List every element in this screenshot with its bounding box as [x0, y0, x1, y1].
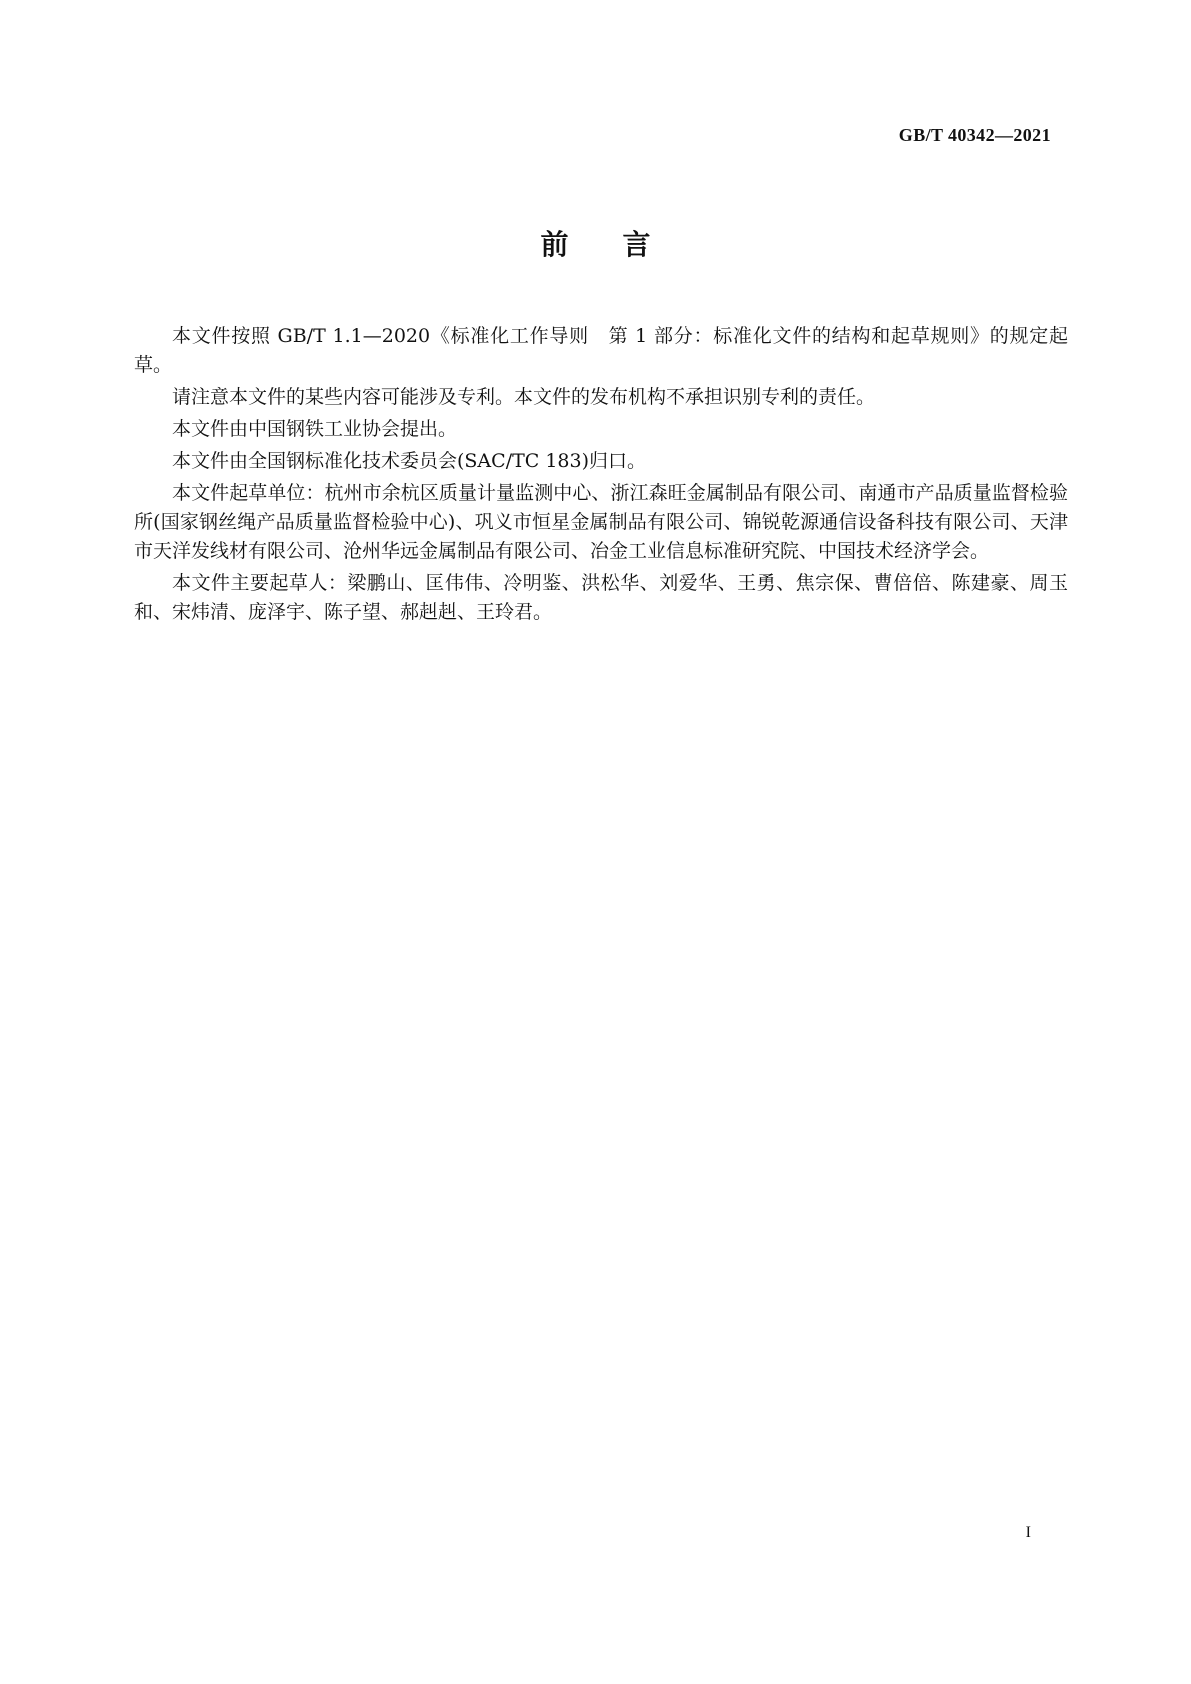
paragraph-drafters: 本文件主要起草人：梁鹏山、匡伟伟、冷明鉴、洪松华、刘爱华、王勇、焦宗保、曹倍倍、陈建豪、周玉和、宋炜清、庞泽宇、陈子望、郝赳赳、王玲君。 — [134, 572, 1068, 623]
standard-code: GB/T 40342—2021 — [898, 125, 1051, 145]
paragraph-drafting-units: 本文件起草单位：杭州市余杭区质量计量监测中心、浙江森旺金属制品有限公司、南通市产品质量监督检验所(国家钢丝绳产品质量监督检验中心)、巩义市恒星金属制品有限公司、锦锐乾源通信设备科技有限公司、天津市天洋发线材有限公司、沧州华远金属制品有限公司、冶金工业信息标准研究院、中国技术经济学会。 — [134, 482, 1068, 562]
foreword-body — [134, 322, 1068, 630]
paragraph-patent-notice: 请注意本文件的某些内容可能涉及专利。本文件的发布机构不承担识别专利的责任。 — [172, 386, 876, 408]
paragraph-committee: 本文件由全国钢标准化技术委员会(SAC/TC 183)归口。 — [172, 450, 647, 472]
paragraph-drafting-basis: 本文件按照 GB/T 1.1—2020《标准化工作导则 第 1 部分：标准化文件的结构和起草规则》的规定起草。 — [134, 325, 1068, 376]
paragraph-proposer: 本文件由中国钢铁工业协会提出。 — [172, 418, 458, 440]
page-number: I — [1025, 1524, 1031, 1541]
page-title: 前言 — [540, 228, 705, 261]
